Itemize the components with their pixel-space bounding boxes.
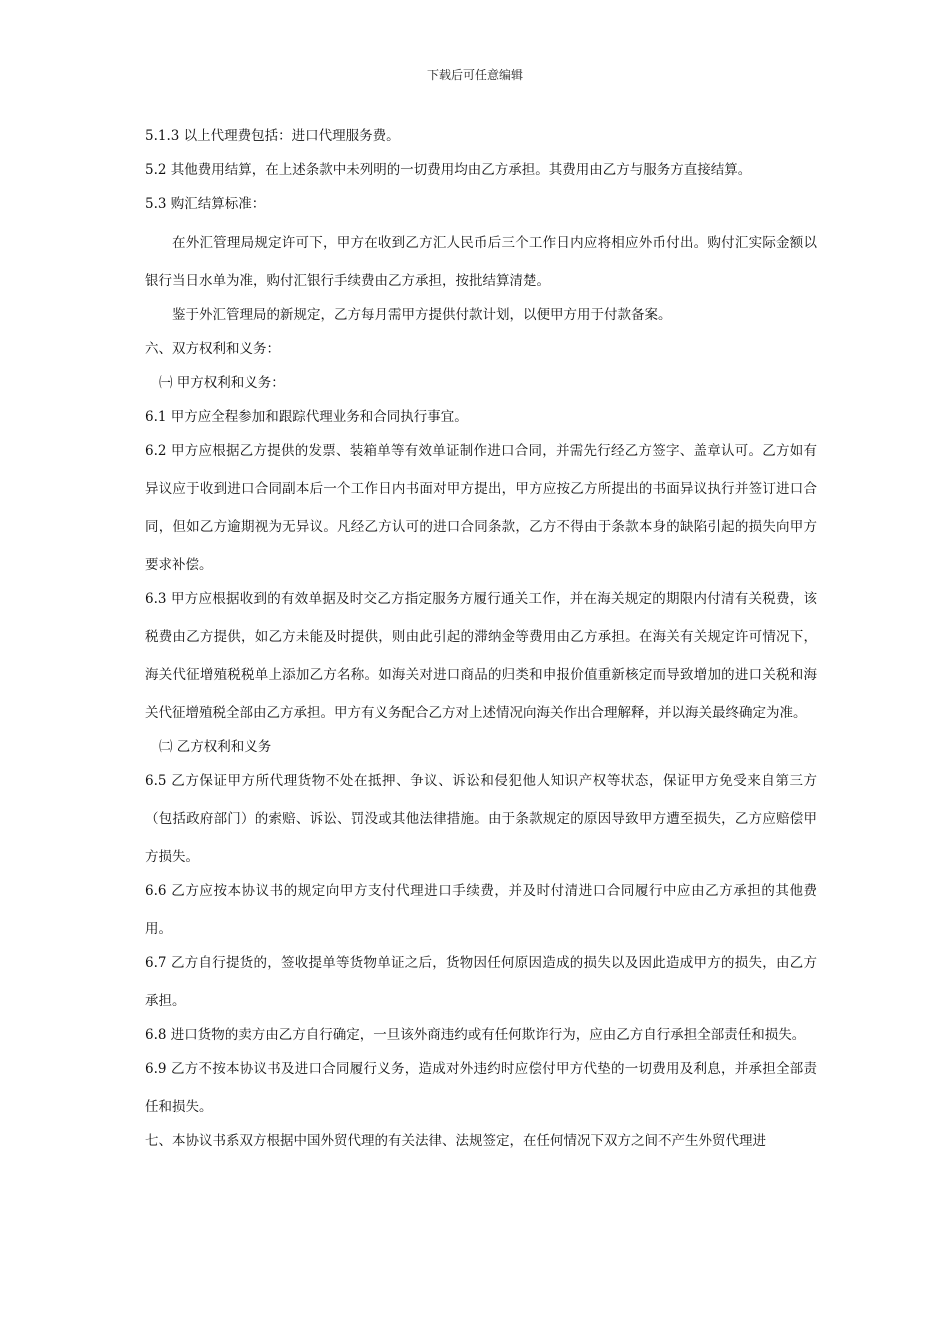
paragraph-6-2: 6.2 甲方应根据乙方提供的发票、装箱单等有效单证制作进口合同，并需先行经乙方签字、盖章认可。乙方如有异议应于收到进口合同副本后一个工作日内书面对甲方提出，甲方应按乙方所提出的书面异议执行并签订进口合同，但如乙方逾期视为无异议。凡经乙方认可的进口合同条款，乙方不得由于条款本身的缺陷引起的损失向甲方要求补偿。 (145, 443, 817, 573)
section-heading-rights: 六、双方权利和义务： (145, 341, 280, 357)
paragraph-exchange-rule: 在外汇管理局规定许可下，甲方在收到乙方汇人民币后三个工作日内应将相应外币付出。购付汇实际金额以银行当日水单为准，购付汇银行手续费由乙方承担，按批结算清楚。 (145, 235, 817, 289)
paragraph-6-3: 6.3 甲方应根据收到的有效单据及时交乙方指定服务方履行通关工作，并在海关规定的期限内付清有关税费，该税费由乙方提供，如乙方未能及时提供，则由此引起的滞纳金等费用由乙方承担。在海关有关规定许可情况下，海关代征增殖税税单上添加乙方名称。如海关对进口商品的归类和申报价值重新核定而导致增加的进口关税和海关代征增殖税全部由乙方承担。甲方有义务配合乙方对上述情况向海关作出合理解释，并以海关最终确定为准。 (145, 591, 817, 721)
paragraph-6-1: 6.1 甲方应全程参加和跟踪代理业务和合同执行事宜。 (145, 409, 468, 425)
paragraph-6-7: 6.7 乙方自行提货的，签收提单等货物单证之后，货物因任何原因造成的损失以及因此造成甲方的损失，由乙方承担。 (145, 955, 817, 1009)
document-body (145, 126, 817, 1165)
paragraph-6-6: 6.6 乙方应按本协议书的规定向甲方支付代理进口手续费，并及时付清进口合同履行中应由乙方承担的其他费用。 (145, 883, 817, 937)
paragraph-6-9: 6.9 乙方不按本协议书及进口合同履行义务，造成对外违约时应偿付甲方代垫的一切费用及利息，并承担全部责任和损失。 (145, 1061, 817, 1115)
page-header: 下载后可任意编辑 (426, 68, 523, 82)
subsection-heading-party-b: ㈡ 乙方权利和义务 (159, 739, 272, 755)
section-heading-seven: 七、本协议书系双方根据中国外贸代理的有关法律、法规签定，在任何情况下双方之间不产生外贸代理进 (145, 1133, 766, 1149)
paragraph-5-3: 5.3 购汇结算标准： (145, 196, 266, 212)
paragraph-6-5: 6.5 乙方保证甲方所代理货物不处在抵押、争议、诉讼和侵犯他人知识产权等状态，保证甲方免受来自第三方（包括政府部门）的索赔、诉讼、罚没或其他法律措施。由于条款规定的原因导致甲方遭至损失，乙方应赔偿甲方损失。 (145, 773, 817, 865)
subsection-heading-party-a: ㈠ 甲方权利和义务： (159, 375, 285, 391)
paragraph-6-8: 6.8 进口货物的卖方由乙方自行确定，一旦该外商违约或有任何欺诈行为，应由乙方自行承担全部责任和损失。 (145, 1027, 806, 1043)
paragraph-5-1-3: 5.1.3 以上代理费包括：进口代理服务费。 (145, 128, 400, 144)
paragraph-payment-plan: 鉴于外汇管理局的新规定，乙方每月需甲方提供付款计划，以便甲方用于付款备案。 (172, 307, 672, 323)
paragraph-5-2: 5.2 其他费用结算，在上述条款中未列明的一切费用均由乙方承担。其费用由乙方与服务方直接结算。 (145, 162, 752, 178)
